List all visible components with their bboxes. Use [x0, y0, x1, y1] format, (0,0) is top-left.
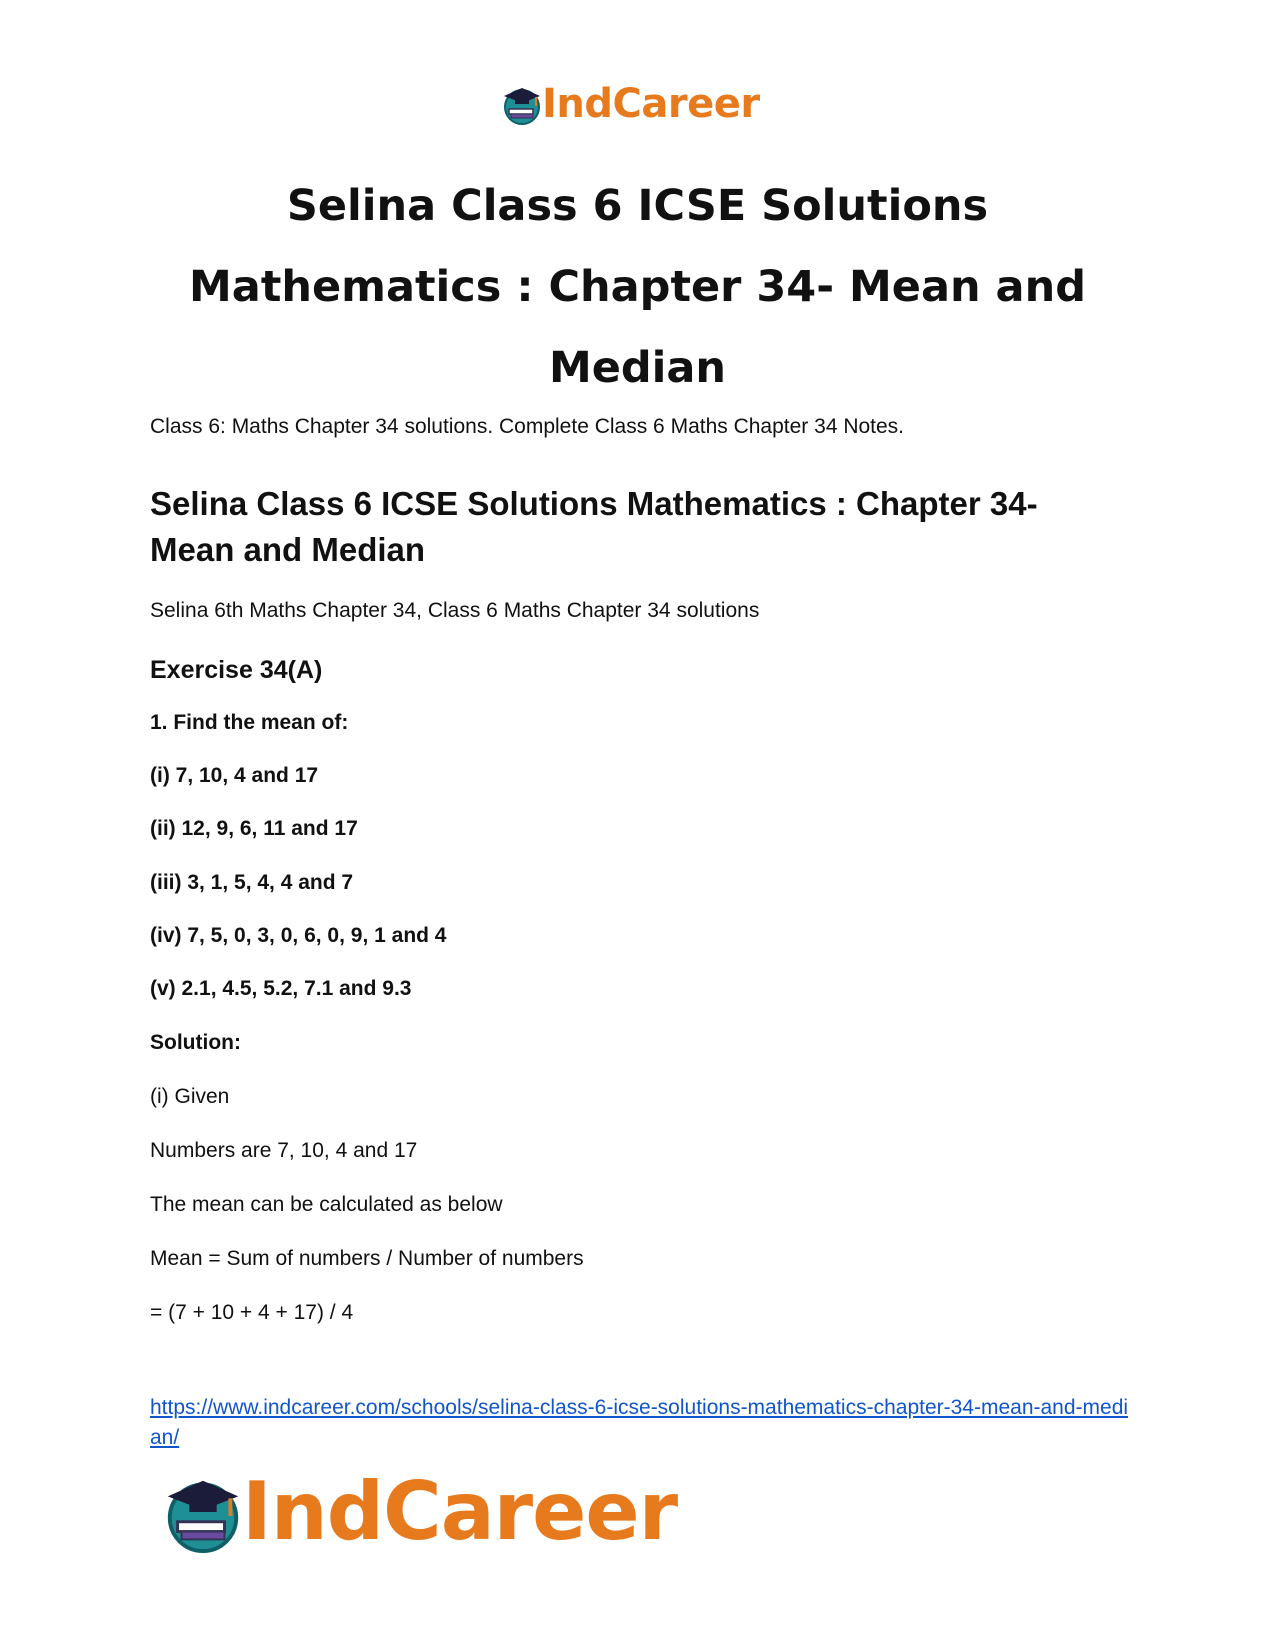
solution-line: Mean = Sum of numbers / Number of numbers: [150, 1247, 584, 1270]
exercise-heading: Exercise 34(A): [150, 656, 323, 684]
question-part: (iii) 3, 1, 5, 4, 4 and 7: [150, 871, 354, 894]
logo-wordmark: IndCareer: [542, 81, 760, 127]
intro-paragraph: Class 6: Maths Chapter 34 solutions. Complete Class 6 Maths Chapter 34 Notes.: [150, 415, 905, 438]
solution-line: = (7 + 10 + 4 + 17) / 4: [150, 1301, 354, 1324]
footer-logo: [160, 1462, 677, 1562]
question-part: (ii) 12, 9, 6, 11 and 17: [150, 817, 358, 840]
section-heading: Selina Class 6 ICSE Solutions Mathematics : Chapter 34- Mean and Median: [150, 485, 1038, 568]
logo-wordmark: IndCareer: [242, 1465, 678, 1558]
header-logo: [500, 78, 760, 130]
question-part: (v) 2.1, 4.5, 5.2, 7.1 and 9.3: [150, 977, 412, 1000]
question-title: 1. Find the mean of:: [150, 711, 349, 734]
question-part: (iv) 7, 5, 0, 3, 0, 6, 0, 9, 1 and 4: [150, 924, 447, 947]
graduation-cap-globe-icon: [500, 82, 544, 126]
solution-line: (i) Given: [150, 1085, 230, 1108]
solution-line: The mean can be calculated as below: [150, 1193, 503, 1216]
graduation-cap-globe-icon: [160, 1469, 246, 1555]
solution-line: Numbers are 7, 10, 4 and 17: [150, 1139, 418, 1162]
subtitle-line: Selina 6th Maths Chapter 34, Class 6 Maths Chapter 34 solutions: [150, 599, 760, 622]
question-part: (i) 7, 10, 4 and 17: [150, 764, 319, 787]
source-link[interactable]: https://www.indcareer.com/schools/selina-class-6-icse-solutions-mathematics-chapter-34-mean-and-median/: [150, 1396, 1129, 1449]
page-title: Selina Class 6 ICSE Solutions Mathematics : Chapter 34- Mean and Median: [189, 181, 1086, 393]
solution-label: Solution:: [150, 1031, 241, 1054]
